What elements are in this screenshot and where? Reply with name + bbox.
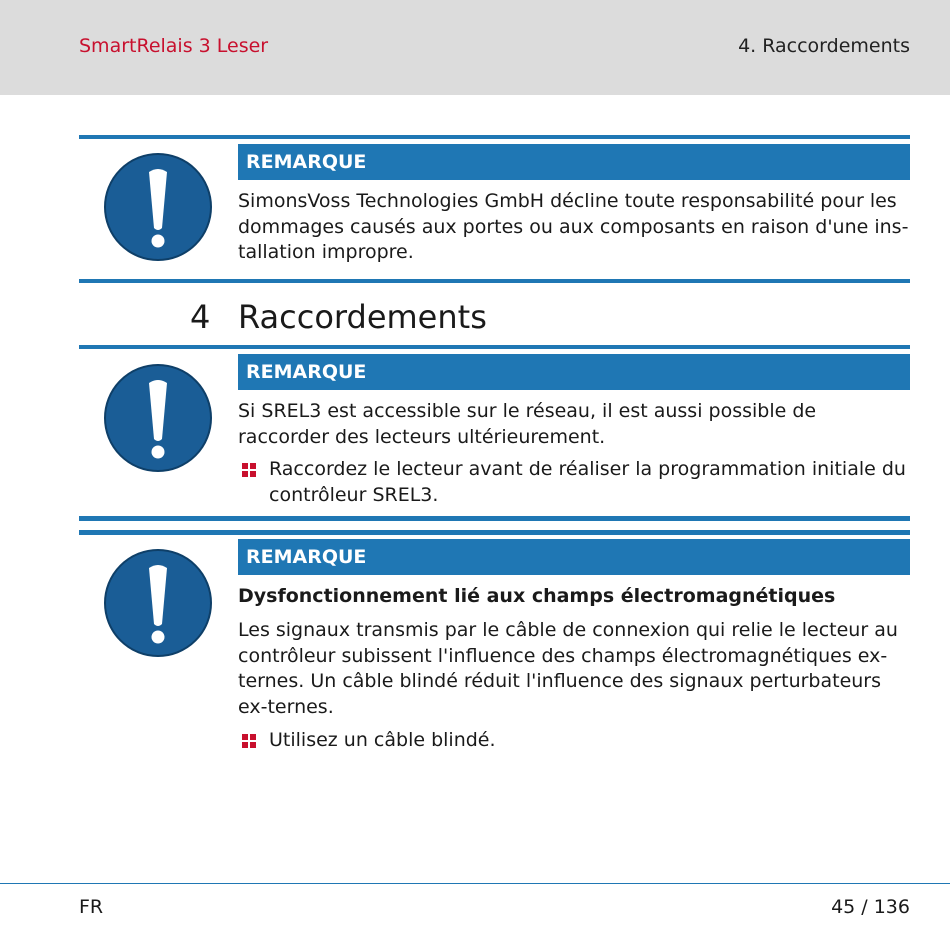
notice-top-rule [79,135,910,139]
chapter-title: Raccordements [238,298,487,336]
exclamation-icon [103,363,213,473]
exclamation-icon [103,152,213,262]
page-header [0,0,950,95]
chapter-number: 4 [190,298,211,336]
bullet-icon [242,734,256,748]
bullet-icon [242,463,256,477]
notice-label: REMARQUE [238,144,910,180]
page-number: 45 / 136 [831,896,910,918]
bullet-text: Raccordez le lecteur avant de réaliser la programmation initiale du contrôleur SREL3. [269,458,906,506]
notice-label: REMARQUE [238,354,910,390]
notice-text: SimonsVoss Technologies GmbH décline toute responsabilité pour les dommages causés aux portes ou aux composants en raison d'une ins-tallation impropre. [238,190,909,263]
product-name: SmartRelais 3 Leser [79,35,269,57]
notice-bottom-rule [79,279,910,283]
bullet-item [238,728,910,754]
notice-subtitle: Dysfonctionnement lié aux champs électromagnétiques [238,585,836,607]
bullet-text: Utilisez un câble blindé. [269,729,496,751]
notice-label: REMARQUE [238,539,910,575]
notice-top-rule [79,345,910,349]
bullet-item [238,457,910,508]
exclamation-icon [103,548,213,658]
notice-bottom-rule [79,516,910,521]
footer-rule [0,883,950,884]
section-title: 4. Raccordements [738,35,910,57]
footer-language: FR [79,896,104,918]
notice-text: Si SREL3 est accessible sur le réseau, il est aussi possible de raccorder des lecteurs ultérieurement. [238,400,817,448]
notice-top-rule [79,530,910,535]
notice-text: Les signaux transmis par le câble de connexion qui relie le lecteur au contrôleur subissent l'influence des champs électromagnétiques ex-ternes. Un câble blindé réduit l'influence des signaux perturbateurs ex-ternes. [238,619,898,718]
